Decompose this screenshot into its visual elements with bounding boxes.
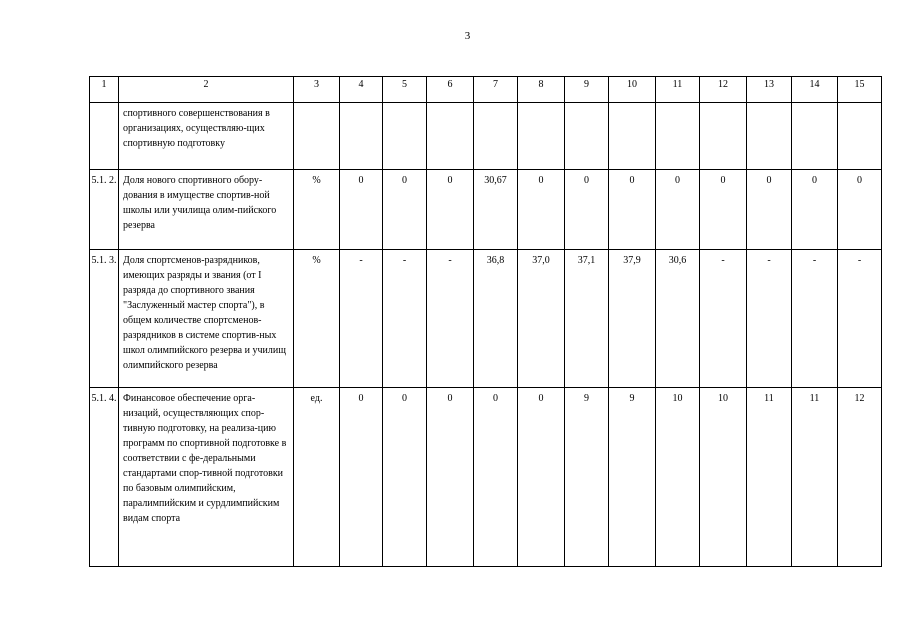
value-cell: 30,67 [474,170,518,250]
row-unit: % [294,170,340,250]
column-header: 1 [90,77,119,103]
value-cell: 0 [656,170,700,250]
value-cell: - [427,249,474,387]
column-header: 3 [294,77,340,103]
table-row [90,249,882,387]
row-name: Доля спортсменов-разрядников, имеющих разряды и звания (от I разряда до спортивного звания "Заслуженный мастер спорта"), в общем количестве спортсменов-разрядников в системе спортив-ных школ олимпийского резерва и училищ олимпийского резерва [119,249,294,387]
column-header: 7 [474,77,518,103]
value-cell [609,102,656,170]
table-row [90,102,882,170]
value-cell: - [747,249,792,387]
value-cell: 0 [792,170,838,250]
row-unit: ед. [294,387,340,566]
value-cell: 11 [792,387,838,566]
value-cell: 37,1 [565,249,609,387]
table-row [90,387,882,566]
column-header: 10 [609,77,656,103]
value-cell: 37,0 [518,249,565,387]
column-header: 6 [427,77,474,103]
value-cell: 0 [340,387,383,566]
column-header: 8 [518,77,565,103]
column-header: 9 [565,77,609,103]
row-name: Финансовое обеспечение орга-низаций, осуществляющих спор-тивную подготовку, на реализа-цию программ по спортивной подготовке в соответствии с фе-деральными стандартами спор-тивной подготовки по базовым олимпийским, паралимпийским и сурдлимпийским видам спорта [119,387,294,566]
table-row [90,170,882,250]
column-header: 5 [383,77,427,103]
value-cell [427,102,474,170]
value-cell: 30,6 [656,249,700,387]
row-code: 5.1. 2. [90,170,119,250]
value-cell: 0 [427,387,474,566]
value-cell: - [838,249,882,387]
row-name: Доля нового спортивного обору-дования в имуществе спортив-ной школы или училища олим-пийского резерва [119,170,294,250]
value-cell [792,102,838,170]
row-unit [294,102,340,170]
value-cell [340,102,383,170]
indicators-table [89,76,882,567]
value-cell: - [383,249,427,387]
value-cell: - [340,249,383,387]
value-cell: 36,8 [474,249,518,387]
value-cell: 0 [838,170,882,250]
value-cell: 12 [838,387,882,566]
column-header: 4 [340,77,383,103]
column-header: 12 [700,77,747,103]
value-cell: 0 [565,170,609,250]
value-cell: 0 [700,170,747,250]
value-cell: 11 [747,387,792,566]
value-cell: 0 [383,170,427,250]
value-cell: 37,9 [609,249,656,387]
value-cell [700,102,747,170]
row-code [90,102,119,170]
value-cell: 9 [609,387,656,566]
value-cell: 10 [700,387,747,566]
column-header: 2 [119,77,294,103]
header-row [90,77,882,103]
value-cell: 0 [383,387,427,566]
value-cell [565,102,609,170]
value-cell [656,102,700,170]
row-code: 5.1. 3. [90,249,119,387]
row-name: спортивного совершенствования в организациях, осуществляю-щих спортивную подготовку [119,102,294,170]
value-cell [518,102,565,170]
column-header: 11 [656,77,700,103]
value-cell: 0 [340,170,383,250]
value-cell [838,102,882,170]
column-header: 14 [792,77,838,103]
value-cell [747,102,792,170]
column-header: 15 [838,77,882,103]
page-number: 3 [464,30,471,42]
value-cell: 0 [427,170,474,250]
value-cell [474,102,518,170]
value-cell: - [792,249,838,387]
value-cell: 0 [609,170,656,250]
value-cell: 0 [747,170,792,250]
row-unit: % [294,249,340,387]
value-cell [383,102,427,170]
value-cell: 10 [656,387,700,566]
value-cell: 0 [474,387,518,566]
value-cell: 0 [518,387,565,566]
column-header: 13 [747,77,792,103]
value-cell: 9 [565,387,609,566]
value-cell: - [700,249,747,387]
row-code: 5.1. 4. [90,387,119,566]
value-cell: 0 [518,170,565,250]
